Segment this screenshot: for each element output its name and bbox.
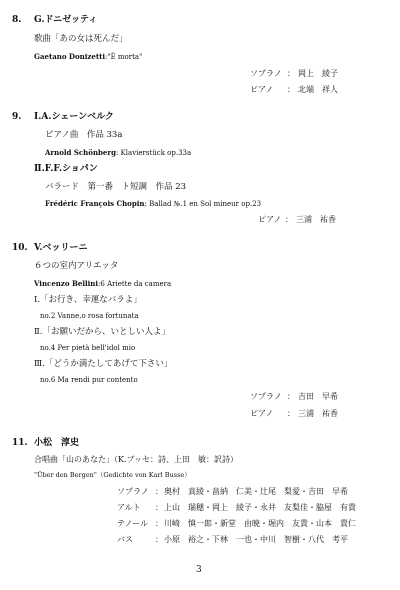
item-number: 8. — [12, 15, 22, 25]
choir-separator: ： — [155, 535, 163, 544]
choir-part-label: アルト — [117, 503, 141, 512]
composer-name: V.ベッリーニ — [34, 243, 88, 253]
original-composer: Vincenzo Bellini — [34, 279, 99, 288]
work-title-original — [45, 149, 191, 157]
choir-members: 上山 瑞穂・岡上 綾子・永井 友梨佳・脇屋 有貴 — [164, 503, 356, 512]
performer-role: ソプラノ — [250, 69, 282, 78]
performer-separator: ： — [285, 215, 293, 224]
movement-title-original: no.2 Vanne,o rosa fortunata — [40, 312, 139, 320]
original-composer-2: Frédéric François Chopin — [45, 199, 145, 208]
performer-separator: ： — [287, 69, 295, 78]
movement-title-original: no.4 Per pietà bell'idol mio — [40, 344, 136, 352]
work-title-original — [34, 53, 142, 61]
original-work-2: : Ballad №.1 en Sol mineur op.23 — [144, 200, 262, 208]
work-title-jp: 歌曲「あの女は死んだ」 — [34, 34, 128, 44]
original-composer: Gaetano Donizetti — [34, 52, 105, 61]
original-work: :6 Ariette da camera — [98, 280, 172, 288]
work-title-jp: 合唱曲「山のあなた」（K.ブッセ：詩、上田 敏：訳詩） — [34, 455, 238, 464]
composer-name: 小松 淳史 — [34, 438, 80, 448]
original-composer: Arnold Schönberg — [45, 148, 116, 157]
work-title-original: "Über den Bergen"（Gedichte von Karl Busse） — [34, 471, 191, 479]
composer-name-2: Ⅱ.F.F.ショパン — [34, 164, 98, 174]
performer-name: 吉田 早希 — [298, 392, 338, 401]
performer-role: ピアノ — [250, 85, 274, 94]
performer-separator: ： — [287, 409, 295, 418]
choir-members: 奥村 真綾・畠納 仁美・辻尾 梨愛・吉田 早希 — [164, 487, 348, 496]
performer-role: ピアノ — [250, 409, 274, 418]
composer-name: Ⅰ.A.シェーンベルク — [34, 112, 114, 122]
performer-separator: ： — [287, 392, 295, 401]
performer-name: 北端 祥人 — [298, 85, 338, 94]
work-title-original — [34, 280, 171, 288]
performer-name: 三浦 祐香 — [298, 409, 338, 418]
original-work: : Klavierstück op.33a — [115, 149, 192, 157]
work-title-jp: ピアノ曲 作品 33a — [45, 130, 123, 140]
choir-members: 川崎 慎一郎・新堂 由暁・堀内 友貴・山本 貴仁 — [164, 519, 356, 528]
choir-part-label: テノール — [117, 519, 149, 528]
original-work: :"È morta" — [104, 53, 143, 61]
choir-separator: ： — [155, 519, 163, 528]
movement-title-original: no.6 Ma rendi pur contento — [40, 376, 138, 384]
movement-title-jp: Ⅲ.「どうか満たしてあげて下さい」 — [34, 359, 173, 369]
movement-title-jp: Ⅰ.「お行き、幸運なバラよ」 — [34, 295, 142, 305]
performer-name: 岡上 綾子 — [298, 69, 338, 78]
movement-title-jp: Ⅱ.「お願いだから、いとしい人よ」 — [34, 327, 170, 337]
page-number: 3 — [196, 565, 202, 575]
performer-name: 三浦 祐香 — [296, 215, 336, 224]
item-number: 10. — [12, 243, 28, 253]
work-title-jp-2: バラード 第一番 ト短調 作品 23 — [45, 182, 187, 192]
choir-members: 小原 裕之・下林 一也・中川 智樹・八代 考平 — [164, 535, 348, 544]
performer-role: ソプラノ — [250, 392, 282, 401]
choir-part-label: ソプラノ — [117, 487, 149, 496]
performer-role: ピアノ — [258, 215, 282, 224]
work-title-original-2 — [45, 200, 261, 208]
composer-name: G.ドニゼッティ — [34, 15, 98, 25]
item-number: 9. — [12, 112, 22, 122]
choir-separator: ： — [155, 487, 163, 496]
choir-separator: ： — [155, 503, 163, 512]
item-number: 11. — [12, 438, 28, 448]
performer-separator: ： — [287, 85, 295, 94]
choir-part-label: バス — [117, 535, 133, 544]
work-title-jp: ６つの室内アリエッタ — [34, 261, 119, 271]
